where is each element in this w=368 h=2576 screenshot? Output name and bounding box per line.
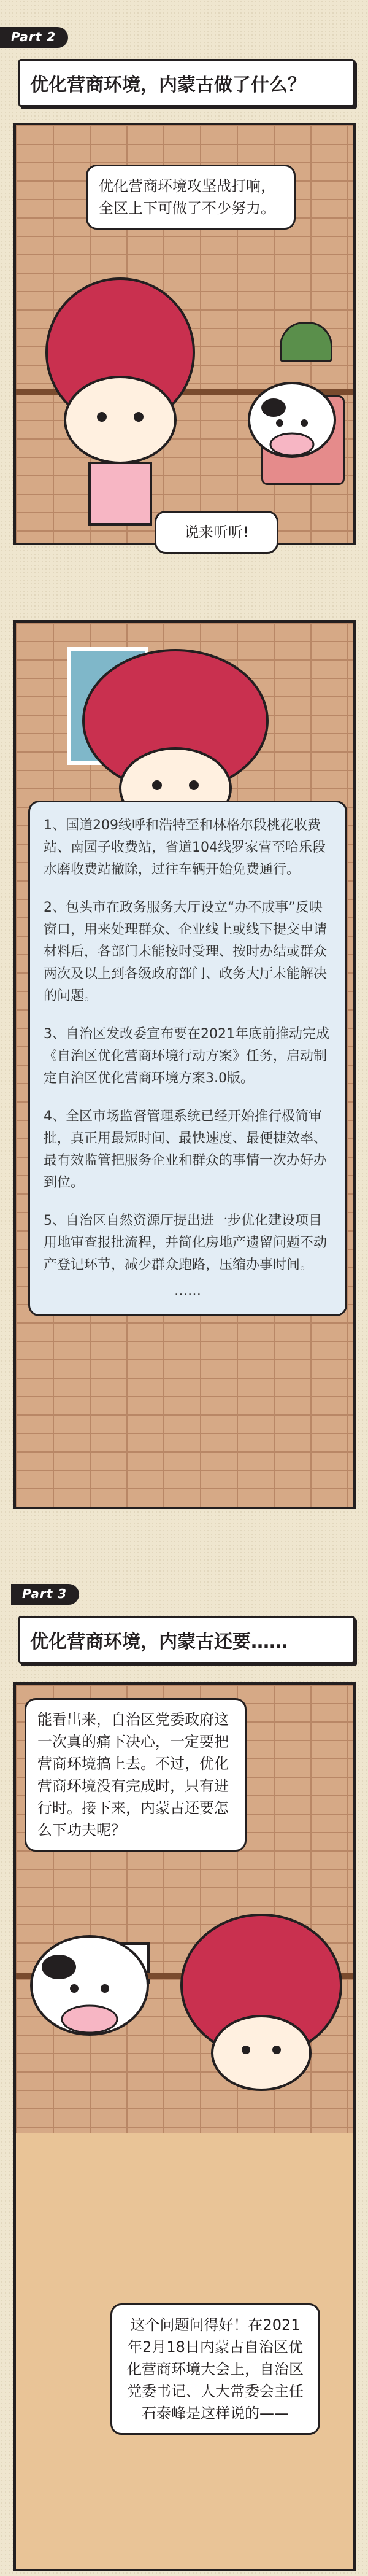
list-item: 4、全区市场监督管理系统已经开始推行极简审批，真正用最短时间、最快速度、最便捷效率、最有效监管把服务企业和群众的事情一次办好办到位。 xyxy=(44,1109,328,1190)
mushroom-girl-icon xyxy=(40,266,200,530)
list-item: 2、包头市在政务服务大厅设立“办不成事”反映窗口，用来处理群众、企业线上或线下提交申请材料后，各部门未能按时受理、按时办结或群众两次及以上到各级政府部门、政务大厅未能解决的问题。 xyxy=(44,900,328,1004)
scene2-panel xyxy=(13,620,356,1509)
cow-icon xyxy=(16,1918,163,2120)
speech-bubble: 能看出来，自治区党委政府这一次真的痛下决心，一定要把营商环境搞上去。不过，优化营商环境没有完成时，只有进行时。接下来，内蒙古还要怎么下功夫呢？ xyxy=(25,1698,247,1852)
part3-tag: Part 3 xyxy=(11,1584,79,1605)
part2-tag: Part 2 xyxy=(0,27,68,48)
measures-list xyxy=(28,801,347,1316)
cow-icon xyxy=(237,371,347,518)
part2-title: 优化营商环境，内蒙古做了什么？ xyxy=(18,59,355,107)
speech-bubble-reply: 说来听听! xyxy=(155,511,278,554)
list-item: 1、国道209线呼和浩特至和林格尔段桃花收费站、南园子收费站，省道104线罗家营至哈乐段水磨收费站撤除，过往车辆开始免费通行。 xyxy=(44,818,326,877)
speech-bubble-reply: 这个问题问得好！在2021年2月18日内蒙古自治区优化营商环境大会上，自治区党委书记、人大常委会主任石泰峰是这样说的—— xyxy=(110,2303,320,2435)
mushroom-girl-icon xyxy=(169,1906,347,2102)
speech-bubble: 优化营商环境攻坚战打响，全区上下可做了不少努力。 xyxy=(86,165,296,230)
list-item: 5、自治区自然资源厅提出进一步优化建设项目用地审查报批流程，并简化房地产遗留问题不动产登记环节，减少群众跑路，压缩办事时间。 xyxy=(44,1213,328,1273)
plant-icon xyxy=(280,322,332,362)
list-item: 3、自治区发改委宣布要在2021年底前推动完成《自治区优化营商环境行动方案》任务，启动制定自治区优化营商环境方案3.0版。 xyxy=(44,1026,329,1086)
list-ellipsis: …… xyxy=(174,1283,201,1298)
part3-title: 优化营商环境，内蒙古还要…… xyxy=(18,1616,355,1664)
